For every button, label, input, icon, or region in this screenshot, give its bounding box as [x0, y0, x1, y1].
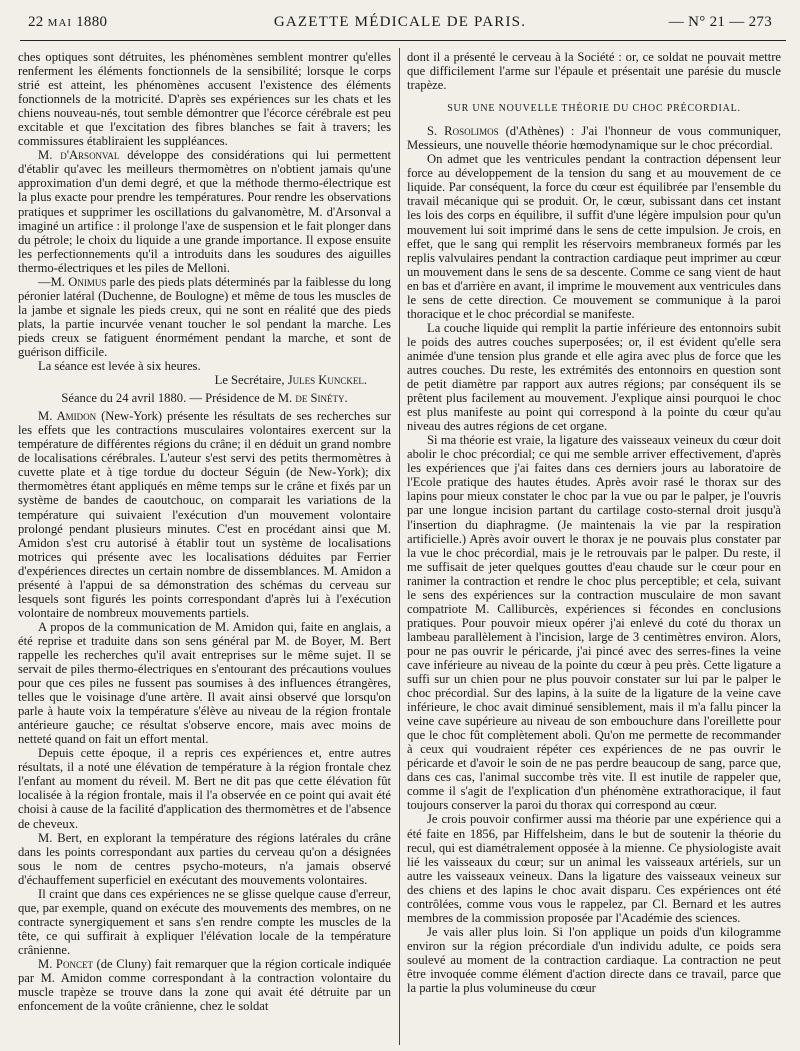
paragraph: ches optiques sont détruites, les phénomènes semblent montrer qu'elles renferment les éléments fonctionnels de la sensibilité; lorsque le corps strié est atteint, les phénomènes accusent l'existence des éléments fonctionnels de la motricité. D'après ses expériences sur les chats et les chiens nouveau-nés, tout semble démontrer que l'écorce cérébrale est peu excitable et que l'excitation des fibres blanches se fait à travers; les commissures établiraient les suppléances.	[18, 50, 391, 149]
session-president: de Sinéty.	[295, 391, 348, 406]
speaker-name: M. Poncet	[38, 957, 93, 971]
paragraph: A propos de la communication de M. Amidon qui, faite en anglais, a été reprise et traduite dans son sens général par M. de Boyer, M. Bert rappelle les recherches qu'il avait entreprises sur le même sujet. Il se servait de piles thermo-électriques en s'entourant des précautions voulues pour que ces piles ne fussent pas soumises à des influences étrangères, telles que le voisinage d'une artère. Il avait ainsi observé que lorsqu'on parle à haute voix la température s'élève au niveau de la région frontale antérieure gauche; ce résultat s'observe encore, mais avec moins de netteté quand on fait un effort mental.	[18, 619, 391, 747]
signature-label: Le Secrétaire,	[214, 373, 285, 388]
header-date-month: MAI	[47, 17, 73, 29]
paragraph	[18, 957, 391, 1013]
paragraph-text: parle des pieds plats déterminés par la faiblesse du long péronier latéral (Duchenne, de Boulogne) et même de tous les muscles de la jambe et signale les pieds creux, qui ne sont en réalité que des pieds plats, la partie incurvée venant toucher le sol pendant la marche. Les pieds creux se fatiguent énormément pendant la marche, et sont de guérison difficile.	[18, 274, 391, 359]
secretary-signature	[18, 373, 391, 387]
speaker-name: M. d'Arsonval	[38, 148, 120, 163]
issue-number: — N° 21 —	[668, 14, 745, 30]
paragraph: La couche liquide qui remplit la partie inférieure des entonnoirs subit le poids des autres couches superposées; or, il est évident qu'elle sera animée d'une tension plus grande et elle agira avec plus de force que les autres couches. Du reste, les extrémités des entonnoirs en question sont de petit diamètre par rapport aux autres régions; par conséquent ils se prêtent plus facilement au mouvement. J'explique ainsi pourquoi le choc est plus manifeste au point qui correspond à la pointe du cœur qu'au niveau des autres régions de cet organe.	[407, 320, 781, 434]
paragraph: dont il a présenté le cerveau à la Société : or, ce soldat ne pouvait mettre que difficilement l'arme sur l'épaule et présentait une parésie du muscle trapèze.	[407, 50, 781, 93]
session-line: Séance du 24 avril 1880. — Présidence de M.	[61, 391, 293, 406]
left-column	[18, 50, 391, 1046]
paragraph-text: développe des considérations qui lui permettent d'établir qu'avec les meilleurs thermomètres on n'obtient jamais qu'une approximation d'un demi degré, et que la méthode thermo-électrique est la plus exacte pour prendre les températures. Pour rendre les observations pratiques et supprimer les oscillations du galvanomètre, M. d'Arsonval a imaginé un artifice : il prolonge l'axe de suspension et le fait plonger dans du pétrole; le choix du liquide a une grande importance. Il expose ensuite les perfectionnements qu'il a introduits dans les soudures des aiguilles thermo-électriques et les piles de Melloni.	[18, 148, 391, 275]
paragraph	[18, 275, 391, 359]
closing-line: La séance est levée à six heures.	[38, 359, 201, 374]
journal-title: GAZETTE MÉDICALE DE PARIS.	[273, 14, 527, 30]
paragraph: Il craint que dans ces expériences ne se glisse quelque cause d'erreur, que, par exemple, quand on exécute des mouvements des membres, on ne contracte synergiquement et sans s'en rendre compte les muscles de la tête, ce qui suffirait à expliquer l'élévation locale de la température crânienne.	[18, 886, 391, 957]
paragraph: Si ma théorie est vraie, la ligature des vaisseaux veineux du cœur doit abolir le choc précordial; ce qui me semble arriver effectivement, d'après les expériences que j'ai faites dans ces derniers jours au laboratoire de l'Ecole pratique des hautes études. Après avoir rasé le thorax sur des lapins pour mieux constater le choc par la vue ou par le palper, je l'ouvris par une longue incision partant du cartilage costo-sternal droit jusqu'à l'insertion du diaphragme. (Je maintenais la vie par la respiration artificielle.) Après avoir ouvert le thorax je ne pouvais plus constater par la vue le choc précordial, mais je le retrouvais par le palper. Du reste, il me suffisait de jeter quelques gouttes d'eau chaude sur le cœur pour en ranimer la contraction et rendre le choc plus perceptible; et cela, suivant le sens des expériences sur la contraction musculaire de mon savant compatriote M. Calliburcès, expériences si fécondes en conclusions pratiques. Pour pouvoir mieux opérer j'ai enlevé du coté du thorax un lambeau parallèlement à l'incision, large de 3 centimètres environ. Alors, pour ne pas ouvrir le péricarde, j'ai pincé avec des serres-fines la veine cave inférieure au niveau de la pointe du cœur à peu près. Cette ligature a suffi sur un chien pour ne plus pouvoir constater sur lui par le palper le choc précordial. Sur des lapins, à la suite de la ligature de la veine cave inférieure, le choc avait diminué sensiblement, mais il m'a fallu pincer la veine cave supérieure au niveau de son embouchure dans l'oreillette pour que le choc fût complètement aboli. Qu'on me permette de recommander à ceux qui voudraient répéter ces expériences de ne pas ouvrir le péricarde et d'avoir le soin de ne pas perdre beaucoup de sang, parce que, dans ces cas, l'animal succombe très vite. Il est inutile de rappeler que, comme il s'agit de l'explication d'un phénomène extrathoracique, il faut toujours conserver la paroi du thorax qui correspond au cœur.	[407, 433, 781, 813]
paragraph: Je vais aller plus loin. Si l'on applique un poids d'un kilogramme environ sur la région précordiale d'un individu adulte, ce poids sera soulevé au moment de la contraction cardiaque. La contraction ne peut être invoquée comme élément d'action directe dans ce travail, parce que la partie la plus volumineuse du cœur	[407, 924, 781, 996]
header-rule	[20, 40, 786, 41]
paragraph-text: (d'Athènes) : J'ai l'honneur de vous communiquer, Messieurs, une nouvelle théorie hœmodynamique sur le choc précordial.	[407, 124, 781, 153]
section-title: SUR UNE NOUVELLE THÉORIE DU CHOC PRÉCORDIAL.	[447, 103, 741, 115]
paragraph-text: (de Cluny) fait remarquer que la région corticale indiquée par M. Amidon comme correspondant à la contraction volontaire du muscle trapèze se trouve dans la zone qui avait été détruite par un enfoncement de la voûte crânienne, chez le soldat	[18, 957, 391, 1014]
session-heading	[18, 391, 391, 405]
paragraph: Depuis cette époque, il a repris ces expériences et, entre autres résultats, il a noté une élévation de température à la région frontale chez l'enfant au moment du réveil. M. Bert ne dit pas que cette élévation fût localisée à la région frontale, mais il l'a observée en ce point qui avait été choisi à cause de la facilité d'application des thermomètres et de l'absence de cheveux.	[18, 746, 391, 831]
header-date-year: 1880	[76, 14, 108, 30]
paragraph	[407, 124, 781, 152]
right-column	[407, 50, 781, 1046]
header-date-day: 22	[28, 14, 44, 30]
paragraph: M. Bert, en explorant la température des régions latérales du crâne dans les points correspondant aux parties du cerveau qu'on a désignées sous le nom de centres psycho-moteurs, n'a jamais observé d'échauffement superficiel en exécutant des mouvements volontaires.	[18, 830, 391, 887]
paragraph: Je crois pouvoir confirmer aussi ma théorie par une expérience qui a été faite en 1856, par Hiffelsheim, dans le but de soutenir la théorie du recul, qui est diamétralement opposée à la mienne. Ce physiologiste avait lié les vaisseaux du cœur; sur un animal les vaisseaux artériels, sur un autre les vaisseaux veineux. Dans la ligature des vaisseaux veineux sur des chiens et des lapins le choc avait disparu. Ces expériences ont été contrôlées, comme vous vous le rappelez, par Cl. Bernard et les autres membres de la commission proposée par l'Académie des sciences.	[407, 812, 781, 925]
paragraph-text: (New-York) présente les résultats de ses recherches sur les effets que les contractions musculaires volontaires exercent sur la température de différentes régions du crâne; il en déduit un grand nombre de localisations cérébrales. L'auteur s'est servi des petits thermomètres à cuvette plate et à tige tordue du docteur Séguin (de New-York); dix thermomètres étant appliqués en même temps sur le crâne et fixés par un système de bandes de caoutchouc, on comparait les variations de la température qui suivaient l'exécution d'un mouvement volontaire prolongé pendant plusieurs minutes. C'est en procédant ainsi que M. Amidon s'est cru autorisé à établir tout un système de localisations motrices qui présente avec les localisations déduites par Ferrier d'expériences directes un certain nombre de dissemblances. M. Amidon a présenté à l'appui de sa démonstration des schémas du cerveau sur lesquels sont figurés les points correspondant d'après lui à l'exécution volontaire de nombreux mouvements partiels.	[18, 409, 391, 620]
page-number: 273	[748, 14, 772, 30]
paragraph	[18, 148, 391, 274]
speaker-name: M. Amidon	[38, 409, 97, 424]
column-separator	[399, 48, 400, 1045]
paragraph	[18, 409, 391, 620]
speaker-name: —M. Onimus	[38, 274, 107, 289]
speaker-name: S. Rosolimos	[427, 124, 499, 139]
paragraph: On admet que les ventricules pendant la contraction dépensent leur force au développement de la tension du sang et au mouvement de ce liquide. Par conséquent, la force du cœur est équilibrée par l'ensemble du travail mécanique qui se produit. Or, le cœur, subissant dans cet instant les lois des corps en équilibre, il suffit d'une légère impulsion pour qu'un mouvement lui soit imprimé dans le sens de cette impulsion. Je crois, en effet, que le sang qui remplit les réservoirs membraneux formés par les replis valvulaires pendant la contraction cardiaque peut imprimer au cœur un mouvement dans le sens de sa descente. Comme ce sang vient de haut en bas et d'arrière en avant, il imprime le mouvement aux ventricules dans le sens de cette direction. Ce mouvement se communique à la paroi thoracique et le choc précordial se manifeste.	[407, 152, 781, 321]
page-header	[28, 10, 772, 36]
signature-name: Jules Kunckel.	[287, 373, 367, 388]
header-issue	[669, 14, 772, 31]
